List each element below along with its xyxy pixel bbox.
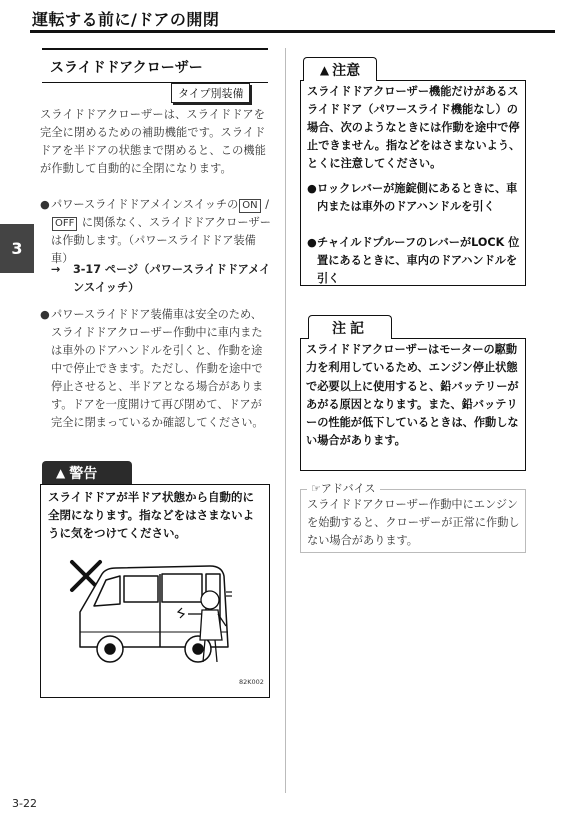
- arrow-icon: →: [51, 263, 61, 276]
- bullet-icon: ●: [307, 182, 317, 195]
- section-title: スライドドアクローザー: [42, 48, 268, 83]
- bullet-main-switch-text: パワースライドドアメインスイッチの ON / OFF に関係なく、スライドドアクローザーは作動します。（パワースライドドア装備車）: [51, 198, 271, 265]
- advice-label: ☞アドバイス: [307, 480, 380, 496]
- column-divider: [285, 48, 286, 793]
- bullet-main-switch: [40, 196, 272, 268]
- warning-text: スライドドアが半ドア状態から自動的に全閉になります。指などをはさまないように気をつけてください。: [48, 490, 255, 540]
- bullet-icon: ●: [307, 236, 317, 249]
- caution-bullet: ● チャイルドプルーフのレバーがLOCK 位置にあるときに、車内のドアハンドルを引く: [307, 236, 520, 285]
- caution-bullet: ● ロックレバーが施錠側にあるときに、車内または車外のドアハンドルを引く: [307, 182, 518, 213]
- hand-pointer-icon: ☞: [311, 482, 321, 495]
- warning-label: ▲ 警告: [42, 461, 132, 485]
- page-reference-text: 3-17 ページ（パワースライドドアメインスイッチ）: [73, 263, 271, 294]
- type-badge: タイプ別装備: [171, 83, 250, 103]
- bullet-icon: ●: [40, 308, 50, 321]
- intro-paragraph: スライドドアクローザーは、スライドドアを完全に閉めるための補助機能です。スライドドアを半ドアの状態まで閉めると、この機能が作動して自動的に全閉になります。: [40, 108, 267, 175]
- advice-text: スライドドアクローザー作動中にエンジンを始動すると、クローザーが正常に作動しない場合があります。: [307, 498, 520, 547]
- off-key-label: OFF: [52, 217, 77, 231]
- note-label: 注記: [308, 315, 392, 339]
- page-reference: [51, 261, 271, 297]
- page-header-title: 運転する前に/ドアの開閉: [32, 10, 220, 29]
- caution-label: ▲ 注意: [303, 57, 377, 81]
- page-number: 3-22: [12, 797, 37, 810]
- bullet-power-slide-text: パワースライドドア装備車は安全のため、スライドドアクローザー作動中に車内または車外のドアハンドルを引くと、作動を途中で停止できます。ただし、作動を途中で停止させると、半ドアとなる場合があります。ドアを一度開けて再び閉めて、ドアが完全に閉まっているか確認してください。: [51, 308, 264, 429]
- chapter-tab: 3: [0, 224, 34, 273]
- figure-code: 82K002: [239, 678, 264, 686]
- bullet-power-slide: [40, 306, 272, 432]
- note-text: スライドドアクローザーはモーターの駆動力を利用しているため、エンジン停止状態で必要以上に使用すると、鉛バッテリーがあがる原因となります。また、鉛バッテリーの性能が低下しているときは、作動しない場合があります。: [306, 343, 519, 448]
- warning-triangle-icon: ▲: [56, 466, 66, 480]
- header-rule: [30, 30, 555, 33]
- caution-text: スライドドアクローザー機能だけがあるスライドドア（パワースライド機能なし）の場合、次のようなときには作動を途中で停止できません。指などをはさまないよう、とくに注意してください。: [307, 85, 521, 170]
- caution-triangle-icon: ▲: [319, 62, 330, 77]
- van-door-illustration: [60, 552, 260, 672]
- bullet-icon: ●: [40, 198, 50, 211]
- on-key-label: ON: [239, 199, 260, 213]
